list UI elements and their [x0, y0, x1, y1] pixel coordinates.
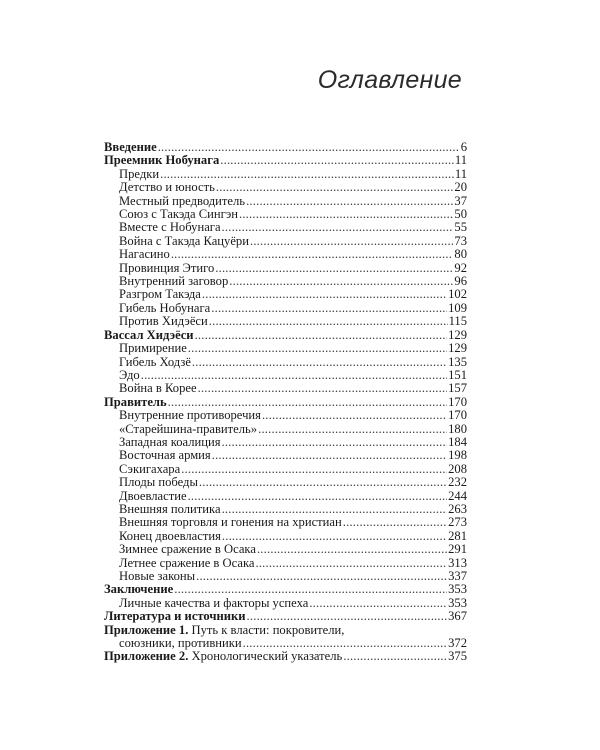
toc-entry-page: 129: [448, 341, 467, 356]
toc-entry-page: 353: [448, 582, 467, 597]
toc-subsection-entry: [104, 530, 467, 543]
toc-entry-page: 6: [460, 140, 467, 154]
leader-dots: [222, 530, 447, 543]
table-of-contents: [104, 141, 467, 664]
toc-subsection-entry: [104, 248, 467, 261]
leader-dots: [188, 490, 448, 503]
toc-entry-page: 170: [448, 394, 467, 409]
leader-dots: [160, 168, 454, 181]
leader-dots: [222, 436, 448, 449]
toc-entry-title: Преемник Нобунага: [104, 153, 220, 168]
toc-entry-title: Детство и юность: [119, 180, 215, 195]
leader-dots: [188, 342, 447, 355]
toc-entry-title: Вассал Хидэёси: [104, 327, 194, 342]
toc-entry-title: Внутренний заговор: [119, 274, 229, 289]
toc-subsection-entry: [104, 168, 467, 181]
leader-dots: [258, 423, 447, 436]
toc-entry-title: Сэкигахара: [119, 461, 181, 476]
toc-entry-title: Восточная армия: [119, 448, 211, 463]
toc-entry-page: 337: [448, 569, 467, 583]
leader-dots: [216, 181, 454, 194]
toc-subsection-entry: [104, 409, 467, 422]
leader-dots: [168, 396, 447, 409]
toc-entry-title: Новые законы: [119, 569, 196, 583]
toc-subsection-entry: [104, 423, 467, 436]
appendix-1-label: Приложение 1.: [104, 622, 189, 637]
toc-entry-page: 73: [454, 233, 467, 248]
leader-dots: [257, 543, 447, 556]
toc-entry-page: 208: [448, 461, 467, 476]
toc-entry-page: 80: [454, 247, 467, 262]
appendix-1-page: 372: [448, 636, 467, 651]
toc-entry-title: Конец двоевластия: [119, 528, 221, 543]
toc-entry-page: 20: [454, 180, 467, 195]
toc-entry-page: 198: [448, 448, 467, 463]
leader-dots: [247, 610, 448, 623]
toc-subsection-entry: [104, 463, 467, 476]
toc-section-entry: [104, 329, 467, 342]
toc-subsection-entry: [104, 181, 467, 194]
toc-entry-page: 129: [448, 327, 467, 342]
toc-entry-title: Правитель: [104, 394, 167, 409]
toc-entry-title: Летнее сражение в Осака: [119, 555, 255, 570]
leader-dots: [229, 275, 453, 288]
toc-subsection-entry: [104, 543, 467, 556]
toc-subsection-entry: [104, 302, 467, 315]
toc-entry-title: Эдо: [119, 367, 140, 382]
toc-entry-page: 115: [448, 314, 467, 329]
toc-entry-page: 353: [448, 595, 467, 610]
toc-entry-page: 157: [448, 381, 467, 396]
toc-entry-page: 263: [448, 501, 467, 516]
toc-entry-title: Разгром Такэда: [119, 287, 201, 302]
leader-dots: [196, 570, 447, 583]
leader-dots: [212, 449, 447, 462]
toc-entry-title: Примирение: [119, 341, 187, 356]
toc-entry-title: Западная коалиция: [119, 434, 221, 449]
toc-section-entry: [104, 154, 467, 167]
toc-subsection-entry: [104, 369, 467, 382]
leader-dots: [246, 195, 453, 208]
toc-entry-page: 92: [454, 260, 467, 275]
leader-dots: [262, 409, 447, 422]
leader-dots: [239, 208, 453, 221]
toc-entry-title: Внутренние противоречия: [119, 408, 261, 423]
toc-entry-page: 135: [448, 354, 467, 369]
toc-entry-title: Против Хидэёси: [119, 314, 208, 329]
toc-subsection-entry: [104, 221, 467, 234]
toc-entry-appendix-2: [104, 650, 467, 663]
leader-dots: [171, 248, 454, 261]
leader-dots: [211, 302, 447, 315]
toc-entry-title: Двоевластие: [119, 488, 187, 503]
toc-entry-page: 55: [454, 220, 467, 235]
toc-section-entry: [104, 610, 467, 623]
toc-entry-page: 102: [448, 287, 467, 302]
leader-dots: [220, 154, 454, 167]
appendix-1-title-line1: Путь к власти: покровители,: [188, 622, 345, 637]
toc-subsection-entry: [104, 235, 467, 248]
toc-subsection-entry: [104, 449, 467, 462]
toc-entry-page: 180: [448, 421, 467, 436]
toc-entry-page: 37: [454, 193, 467, 208]
toc-entry-title: Внешняя политика: [119, 501, 221, 516]
toc-entry-title: Зимнее сражение в Осака: [119, 542, 256, 557]
toc-subsection-entry: [104, 436, 467, 449]
toc-subsection-entry: [104, 597, 467, 610]
toc-entry-title: Война с Такэда Кацуёри: [119, 233, 249, 248]
toc-entry-title: Нагасино: [119, 247, 170, 262]
toc-subsection-entry: [104, 262, 467, 275]
toc-entry-title: Личные качества и факторы успеха: [119, 595, 309, 610]
leader-dots: [141, 369, 447, 382]
toc-entry-title: Литература и источники: [104, 609, 246, 624]
leader-dots: [250, 235, 453, 248]
toc-section-entry: [104, 141, 467, 154]
toc-subsection-entry: [104, 503, 467, 516]
leader-dots: [209, 315, 448, 328]
toc-entry-title: Гибель Нобунага: [119, 300, 211, 315]
toc-entry-title: Предки: [119, 166, 160, 181]
toc-subsection-entry: [104, 288, 467, 301]
toc-entry-page: 151: [448, 367, 467, 382]
leader-dots: [222, 221, 454, 234]
toc-entry-page: 367: [448, 609, 467, 624]
toc-entry-page: 291: [448, 542, 467, 557]
toc-subsection-entry: [104, 557, 467, 570]
toc-entry-title: Союз с Такэда Сингэн: [119, 207, 238, 222]
leader-dots: [309, 597, 447, 610]
leader-dots: [195, 329, 448, 342]
toc-subsection-entry: [104, 275, 467, 288]
toc-entry-title: Плоды победы: [119, 475, 198, 490]
toc-subsection-entry: [104, 195, 467, 208]
leader-dots: [343, 650, 447, 663]
toc-entry-page: 244: [448, 488, 467, 503]
leader-dots: [174, 583, 447, 596]
toc-entry-page: 273: [448, 515, 467, 530]
toc-entry-title: Внешняя торговля и гонения на христиан: [119, 515, 342, 530]
toc-entry-title: Введение: [104, 140, 157, 154]
leader-dots: [192, 356, 447, 369]
toc-entry-page: 232: [448, 475, 467, 490]
leader-dots: [199, 476, 447, 489]
toc-subsection-entry: [104, 476, 467, 489]
toc-section-entry: [104, 583, 467, 596]
toc-entry-page: 11: [454, 153, 467, 168]
appendix-2-page: 375: [448, 649, 467, 664]
leader-dots: [202, 288, 447, 301]
toc-entry-page: 96: [454, 274, 467, 289]
toc-subsection-entry: [104, 516, 467, 529]
toc-entry-page: 313: [448, 555, 467, 570]
toc-subsection-entry: [104, 356, 467, 369]
toc-entry-title: Вместе с Нобунага: [119, 220, 221, 235]
leader-dots: [158, 141, 460, 154]
leader-dots: [343, 516, 447, 529]
toc-subsection-entry: [104, 570, 467, 583]
toc-entry-page: 11: [454, 166, 467, 181]
leader-dots: [198, 382, 448, 395]
leader-dots: [243, 637, 448, 650]
toc-subsection-entry: [104, 208, 467, 221]
toc-section-entry: [104, 396, 467, 409]
toc-entry-page: 109: [448, 300, 467, 315]
toc-subsection-entry: [104, 490, 467, 503]
toc-entry-title: Заключение: [104, 582, 174, 597]
toc-entry-page: 281: [448, 528, 467, 543]
page-title: Оглавление: [317, 66, 462, 94]
toc-subsection-entry: [104, 315, 467, 328]
toc-entry-appendix-1: [104, 624, 467, 651]
leader-dots: [255, 557, 447, 570]
toc-entry-title: Местный предводитель: [119, 193, 246, 208]
toc-subsection-entry: [104, 342, 467, 355]
appendix-2-label: Приложение 2.: [104, 649, 189, 664]
toc-entry-title: Война в Корее: [119, 381, 197, 396]
toc-subsection-entry: [104, 382, 467, 395]
toc-entry-title: «Старейшина-правитель»: [119, 421, 258, 436]
leader-dots: [181, 463, 447, 476]
toc-entry-title: Провинция Этиго: [119, 260, 215, 275]
toc-entry-page: 50: [454, 207, 467, 222]
toc-entry-page: 184: [448, 434, 467, 449]
leader-dots: [222, 503, 448, 516]
appendix-2-title: Хронологический указатель: [188, 649, 343, 664]
toc-entry-page: 170: [448, 408, 467, 423]
toc-entry-title: Гибель Ходзё: [119, 354, 191, 369]
appendix-1-title-line2: союзники, противники: [119, 636, 242, 651]
leader-dots: [215, 262, 453, 275]
